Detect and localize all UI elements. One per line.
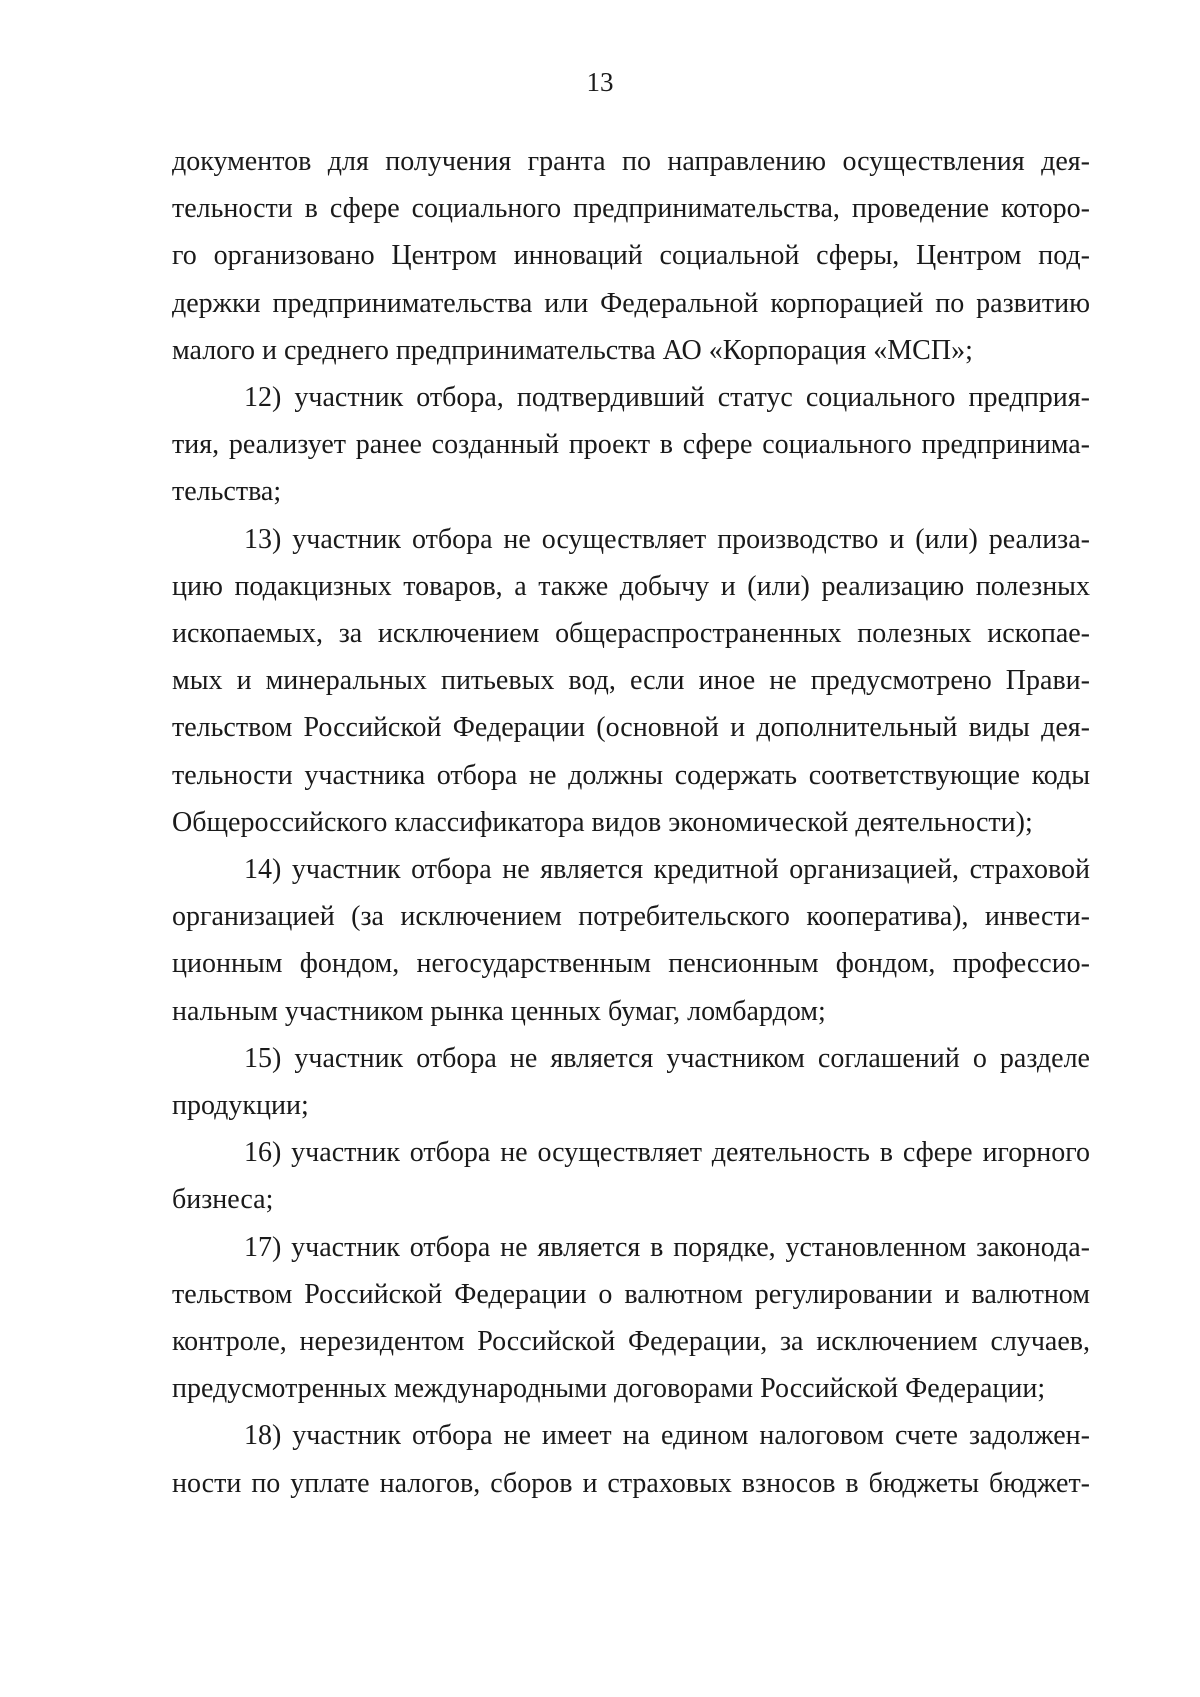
text-line: тельства; (172, 476, 282, 508)
paragraph (172, 516, 1090, 846)
text-line: 16) участник отбора не осуществляет деятельность в сфере игорного (244, 1137, 1090, 1169)
paragraph (172, 1129, 1090, 1223)
text-line: организацией (за исключением потребительского кооператива), инвести- (172, 901, 1090, 933)
text-line: малого и среднего предпринимательства АО «Корпорация «МСП»; (172, 334, 973, 366)
text-line: 12) участник отбора, подтвердивший статус социального предприя- (244, 382, 1090, 414)
text-line: Общероссийского классификатора видов экономической деятельности); (172, 806, 1033, 838)
text-line: тельности в сфере социального предпринимательства, проведение которо- (172, 193, 1090, 225)
text-line: 13) участник отбора не осуществляет производство и (или) реализа- (244, 523, 1090, 555)
text-line: предусмотренных международными договорами Российской Федерации; (172, 1373, 1046, 1405)
text-line: держки предпринимательства или Федеральной корпорацией по развитию (172, 287, 1090, 319)
text-line: ности по уплате налогов, сборов и страховых взносов в бюджеты бюджет- (172, 1467, 1090, 1499)
text-line: документов для получения гранта по направлению осуществления дея- (172, 146, 1090, 177)
text-line: нальным участником рынка ценных бумаг, ломбардом; (172, 995, 826, 1027)
text-line: ископаемых, за исключением общераспространенных полезных ископае- (172, 618, 1090, 650)
paragraph (172, 1035, 1090, 1129)
paragraph (172, 846, 1090, 1035)
paragraph (172, 1224, 1090, 1413)
paragraph (172, 374, 1090, 516)
text-line: 15) участник отбора не является участником соглашений о разделе (244, 1042, 1090, 1074)
text-line: го организовано Центром инноваций социальной сферы, Центром под- (172, 240, 1090, 272)
text-line: цию подакцизных товаров, а также добычу и (или) реализацию полезных (172, 570, 1090, 602)
text-line: продукции; (172, 1090, 309, 1122)
paragraph (172, 1412, 1090, 1506)
text-line: тельности участника отбора не должны содержать соответствующие коды (172, 759, 1090, 791)
text-line: 18) участник отбора не имеет на едином налоговом счете задолжен- (244, 1420, 1090, 1452)
text-line: 17) участник отбора не является в порядке, установленном законода- (244, 1231, 1090, 1263)
text-line: ционным фондом, негосударственным пенсионным фондом, профессио- (172, 948, 1090, 980)
text-line: мых и минеральных питьевых вод, если иное не предусмотрено Прави- (172, 665, 1090, 697)
text-line: контроле, нерезидентом Российской Федерации, за исключением случаев, (172, 1326, 1090, 1358)
document-body (172, 138, 1090, 1507)
text-line: бизнеса; (172, 1184, 274, 1216)
text-line: тельством Российской Федерации о валютном регулировании и валютном (172, 1278, 1090, 1310)
text-line: тельством Российской Федерации (основной и дополнительный виды дея- (172, 712, 1090, 744)
text-line: 14) участник отбора не является кредитной организацией, страховой (244, 854, 1090, 886)
text-line: тия, реализует ранее созданный проект в сфере социального предпринима- (172, 429, 1090, 461)
page-number: 13 (586, 67, 614, 97)
paragraph (172, 138, 1090, 374)
